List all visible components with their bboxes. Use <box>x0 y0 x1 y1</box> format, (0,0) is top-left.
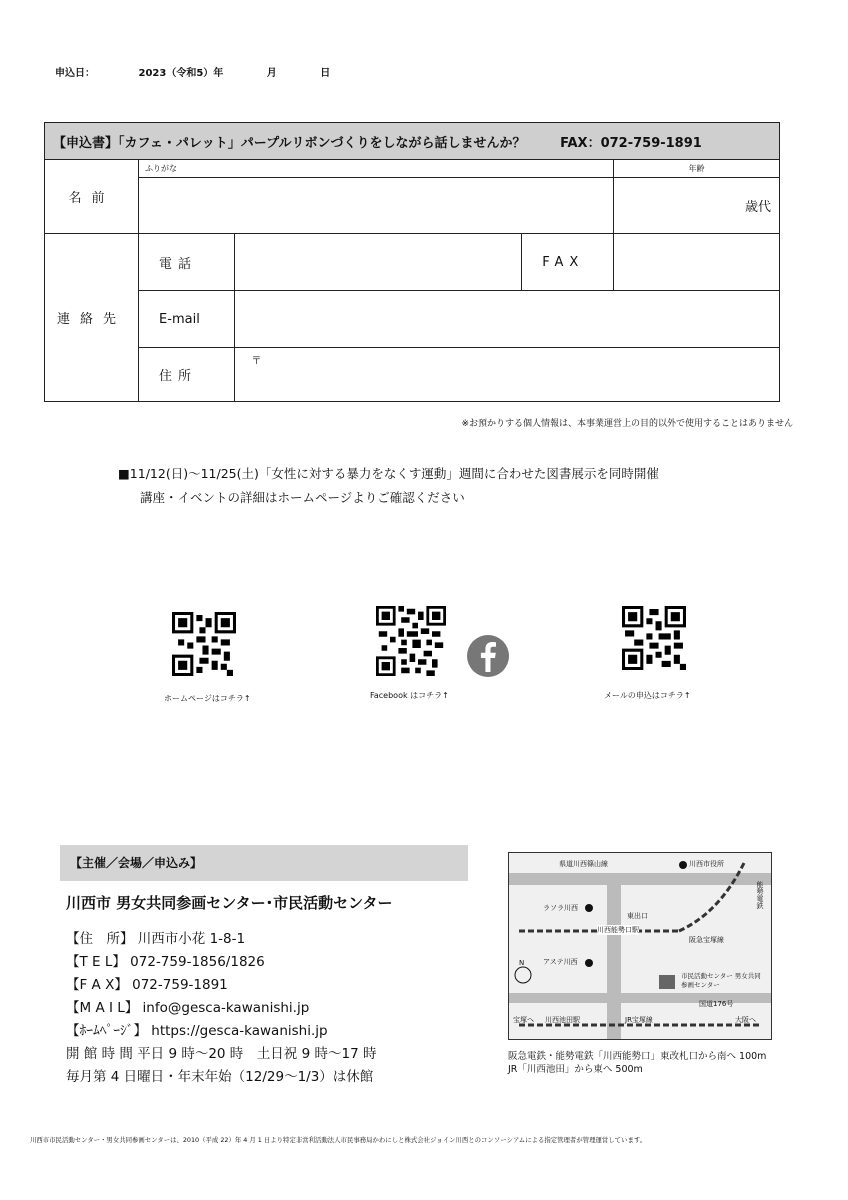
date-label: 申込日： <box>55 68 95 79</box>
tel-label: 電話 <box>139 234 235 291</box>
age-label: 年齢 <box>613 160 779 178</box>
map-caption-2: JR「川西池田」から東へ 500m <box>508 1064 643 1075</box>
contact-label: 連絡先 <box>45 234 139 402</box>
sponsor-web[interactable]: 【ﾎｰﾑﾍﾟｰｼﾞ】 https://gesca-kawanishi.jp <box>66 1023 328 1039</box>
map-ikeda-station: 川西池田駅 <box>545 1016 580 1024</box>
map-north: N <box>519 959 525 967</box>
map-osaka: 大阪へ <box>735 1016 756 1024</box>
fax-field[interactable] <box>613 234 779 291</box>
mail-qr-caption: メールの申込はコチラ↑ <box>604 691 691 700</box>
age-suffix: 歳代 <box>744 200 771 215</box>
homepage-qr-code[interactable] <box>172 612 236 676</box>
furigana-field[interactable]: ふりがな <box>139 160 614 178</box>
facebook-qr-code[interactable] <box>376 606 446 676</box>
email-field[interactable] <box>235 291 780 348</box>
event-info <box>118 462 659 510</box>
fax-label: FAX <box>522 234 614 291</box>
mail-qr-code[interactable] <box>622 606 686 670</box>
facebook-qr-caption: Facebook はコチラ↑ <box>370 691 449 700</box>
date-month: 月 <box>266 68 277 79</box>
form-fax-number: FAX：072-759-1891 <box>560 135 702 151</box>
contact-info <box>66 928 376 1089</box>
address-field[interactable] <box>235 348 780 402</box>
map-aster: アステ川西 <box>543 958 578 966</box>
application-form <box>44 122 780 402</box>
map-jr: JR宝塚線 <box>625 1016 653 1024</box>
tel-field[interactable] <box>235 234 522 291</box>
sponsor-fax: 【F A X】 072-759-1891 <box>66 977 228 993</box>
map-hankyu: 阪急宝塚線 <box>689 936 724 944</box>
sponsor-address: 【住 所】 川西市小花 1-8-1 <box>66 931 246 947</box>
sponsor-closed: 毎月第 4 日曜日・年末年始（12/29～1/3）は休館 <box>66 1069 374 1085</box>
map-caption <box>508 1050 766 1076</box>
privacy-note: ※お預かりする個人情報は、本事業運営上の目的以外で使用することはありません <box>461 419 793 429</box>
name-label: 名前 <box>45 160 139 234</box>
form-title: 【申込書】「カフェ・パレット」パープルリボンづくりをしながら話しませんか？ <box>53 135 526 151</box>
map-caption-1: 阪急電鉄・能勢電鉄「川西能勢口」東改札口から南へ 100m <box>508 1051 767 1062</box>
age-field[interactable] <box>613 178 779 234</box>
sponsor-tel: 【T E L】 072-759-1856/1826 <box>66 954 265 970</box>
map-city-hall: 川西市役所 <box>689 860 724 868</box>
organization-name: 川西市 男女共同参画センター･市民活動センター <box>66 894 393 912</box>
date-day: 日 <box>320 68 331 79</box>
access-map <box>508 852 772 1040</box>
application-date <box>55 64 370 79</box>
postal-mark: 〒 <box>251 356 262 367</box>
date-year: 2023（令和5）年 <box>138 68 224 79</box>
form-header <box>45 123 780 160</box>
sponsor-bar: 【主催／会場／申込み】 <box>60 845 468 881</box>
map-takarazuka: 宝塚へ <box>513 1016 534 1024</box>
map-center: 市民活動センター 男女共同参画センター <box>681 972 761 989</box>
map-station-nose: 川西能勢口駅 <box>597 926 639 934</box>
map-route176: 国道176号 <box>699 1000 734 1008</box>
sponsor-hours: 開 館 時 間 平日 9 時～20 時 土日祝 9 時～17 時 <box>66 1046 377 1062</box>
event-line-1: ■11/12(日)～11/25(土)「女性に対する暴力をなくす運動」週間に合わせた図書展示を同時開催 <box>118 466 659 481</box>
footer-note: 川西市市民活動センター・男女共同参画センターは、2010（平成 22）年 4 月 1 日より特定非営利活動法人市民事務局かわにしと株式会社ジョイン川西とのコンソーシアムによる指定管理者が管理運営しています。 <box>30 1136 647 1144</box>
name-field[interactable] <box>139 178 614 234</box>
map-east-exit: 東出口 <box>627 912 648 920</box>
homepage-qr-caption: ホームページはコチラ↑ <box>164 694 251 703</box>
map-nose-line: 能勢電鉄 <box>756 881 764 909</box>
sponsor-mail[interactable]: 【M A I L】 info@gesca-kawanishi.jp <box>66 1000 310 1016</box>
address-label: 住所 <box>139 348 235 402</box>
email-label: E-mail <box>139 291 235 348</box>
map-road-top: 県道川西篠山線 <box>559 860 608 868</box>
facebook-icon[interactable] <box>466 634 510 678</box>
map-drawing <box>509 853 771 1039</box>
event-line-2: 講座・イベントの詳細はホームページよりご確認ください <box>140 490 465 505</box>
map-lasora: ラソラ川西 <box>543 904 578 912</box>
